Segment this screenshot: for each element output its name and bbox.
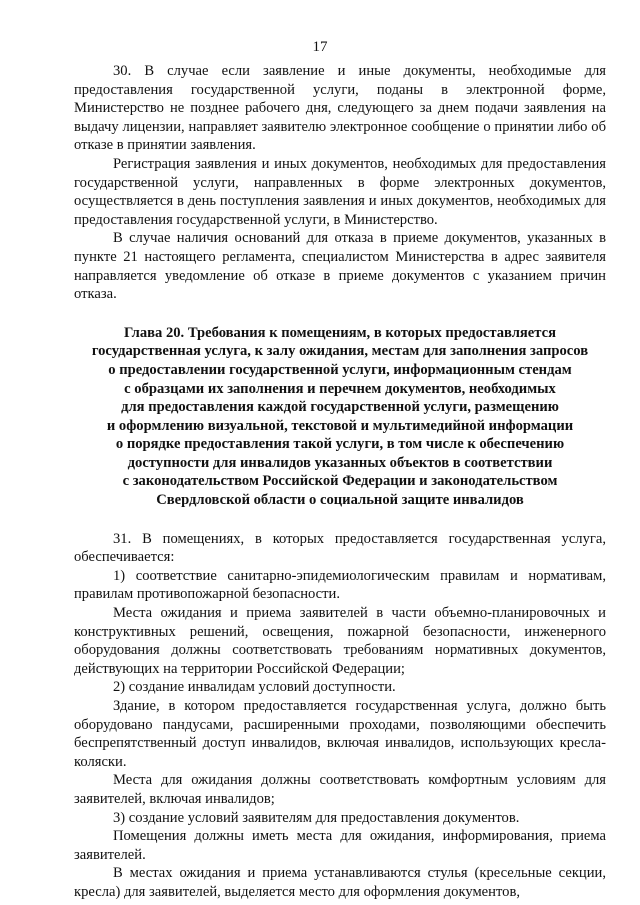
heading-line: Глава 20. Требования к помещениям, в которых предоставляется: [124, 324, 556, 341]
heading-line: Свердловской области о социальной защите инвалидов: [156, 492, 524, 509]
heading-line: с образцами их заполнения и перечнем документов, необходимых: [124, 380, 556, 397]
paragraph-building: Здание, в котором предоставляется государственная услуга, должно быть оборудовано пандусами, расширенными проходами, позволяющими обеспечить беспрепятственный доступ инвалидов, включая инвалидов, использующих кресла-коляски.: [74, 698, 606, 770]
document-body: [74, 62, 606, 902]
paragraph-31: 31. В помещениях, в которых предоставляется государственная услуга, обеспечивается:: [74, 530, 606, 566]
heading-line: государственная услуга, к залу ожидания, местам для заполнения запросов: [91, 343, 589, 360]
heading-line: для предоставления каждой государственной услуги, размещению: [121, 399, 559, 416]
paragraph-item-3: 3) создание условий заявителям для предоставления документов.: [113, 809, 520, 826]
paragraph-comfort: Места для ожидания должны соответствовать комфортным условиям для заявителей, включая инвалидов;: [74, 772, 606, 807]
paragraph-chairs: В местах ожидания и приема устанавливаются стулья (кресельные секции, кресла) для заявителей, выделяется место для оформления документов,: [74, 865, 606, 900]
paragraph-item-1: 1) соответствие санитарно-эпидемиологическим правилам и нормативам, правилам противопожарной безопасности.: [74, 567, 606, 603]
paragraph-refusal: В случае наличия оснований для отказа в приеме документов, указанных в пункте 21 настоящего регламента, специалистом Министерства в адрес заявителя направляется уведомление об отказе в приеме документов с указанием причин отказа.: [74, 230, 606, 303]
paragraph-item-2: 2) создание инвалидам условий доступности.: [113, 679, 396, 696]
heading-line: с законодательством Российской Федерации и законодательством: [122, 473, 558, 490]
paragraph-30: 30. В случае если заявление и иные документы, необходимые для предоставления государственной услуги, поданы в электронной форме, Министерство не позднее рабочего дня, следующего за днем подачи заявления на выдачу лицензии, направляет заявителю электронное сообщение о принятии либо об отказе в принятии заявления.: [74, 63, 606, 154]
paragraph-waiting-places: Места ожидания и приема заявителей в части объемно-планировочных и конструктивных решений, освещения, пожарной безопасности, инженерного оборудования должны соответствовать требованиям нормативных документов, действующих на территории Российской Федерации;: [74, 605, 606, 677]
heading-line: о порядке предоставления такой услуги, в том числе к обеспечению: [115, 436, 565, 453]
paragraph-premises: Помещения должны иметь места для ожидания, информирования, приема заявителей.: [74, 828, 606, 863]
heading-line: о предоставлении государственной услуги, информационным стендам: [108, 361, 572, 378]
page-number: 17: [312, 39, 328, 55]
chapter-20-heading: [74, 324, 606, 510]
heading-line: и оформлению визуальной, текстовой и мультимедийной информации: [106, 417, 574, 434]
heading-line: доступности для инвалидов указанных объектов в соответствии: [127, 454, 553, 471]
paragraph-registration: Регистрация заявления и иных документов, необходимых для предоставления государственной услуги, направленных в форме электронных документов, осуществляется в день поступления заявления и иных документов, необходимых для предоставления государственной услуги, в Министерство.: [74, 155, 606, 228]
